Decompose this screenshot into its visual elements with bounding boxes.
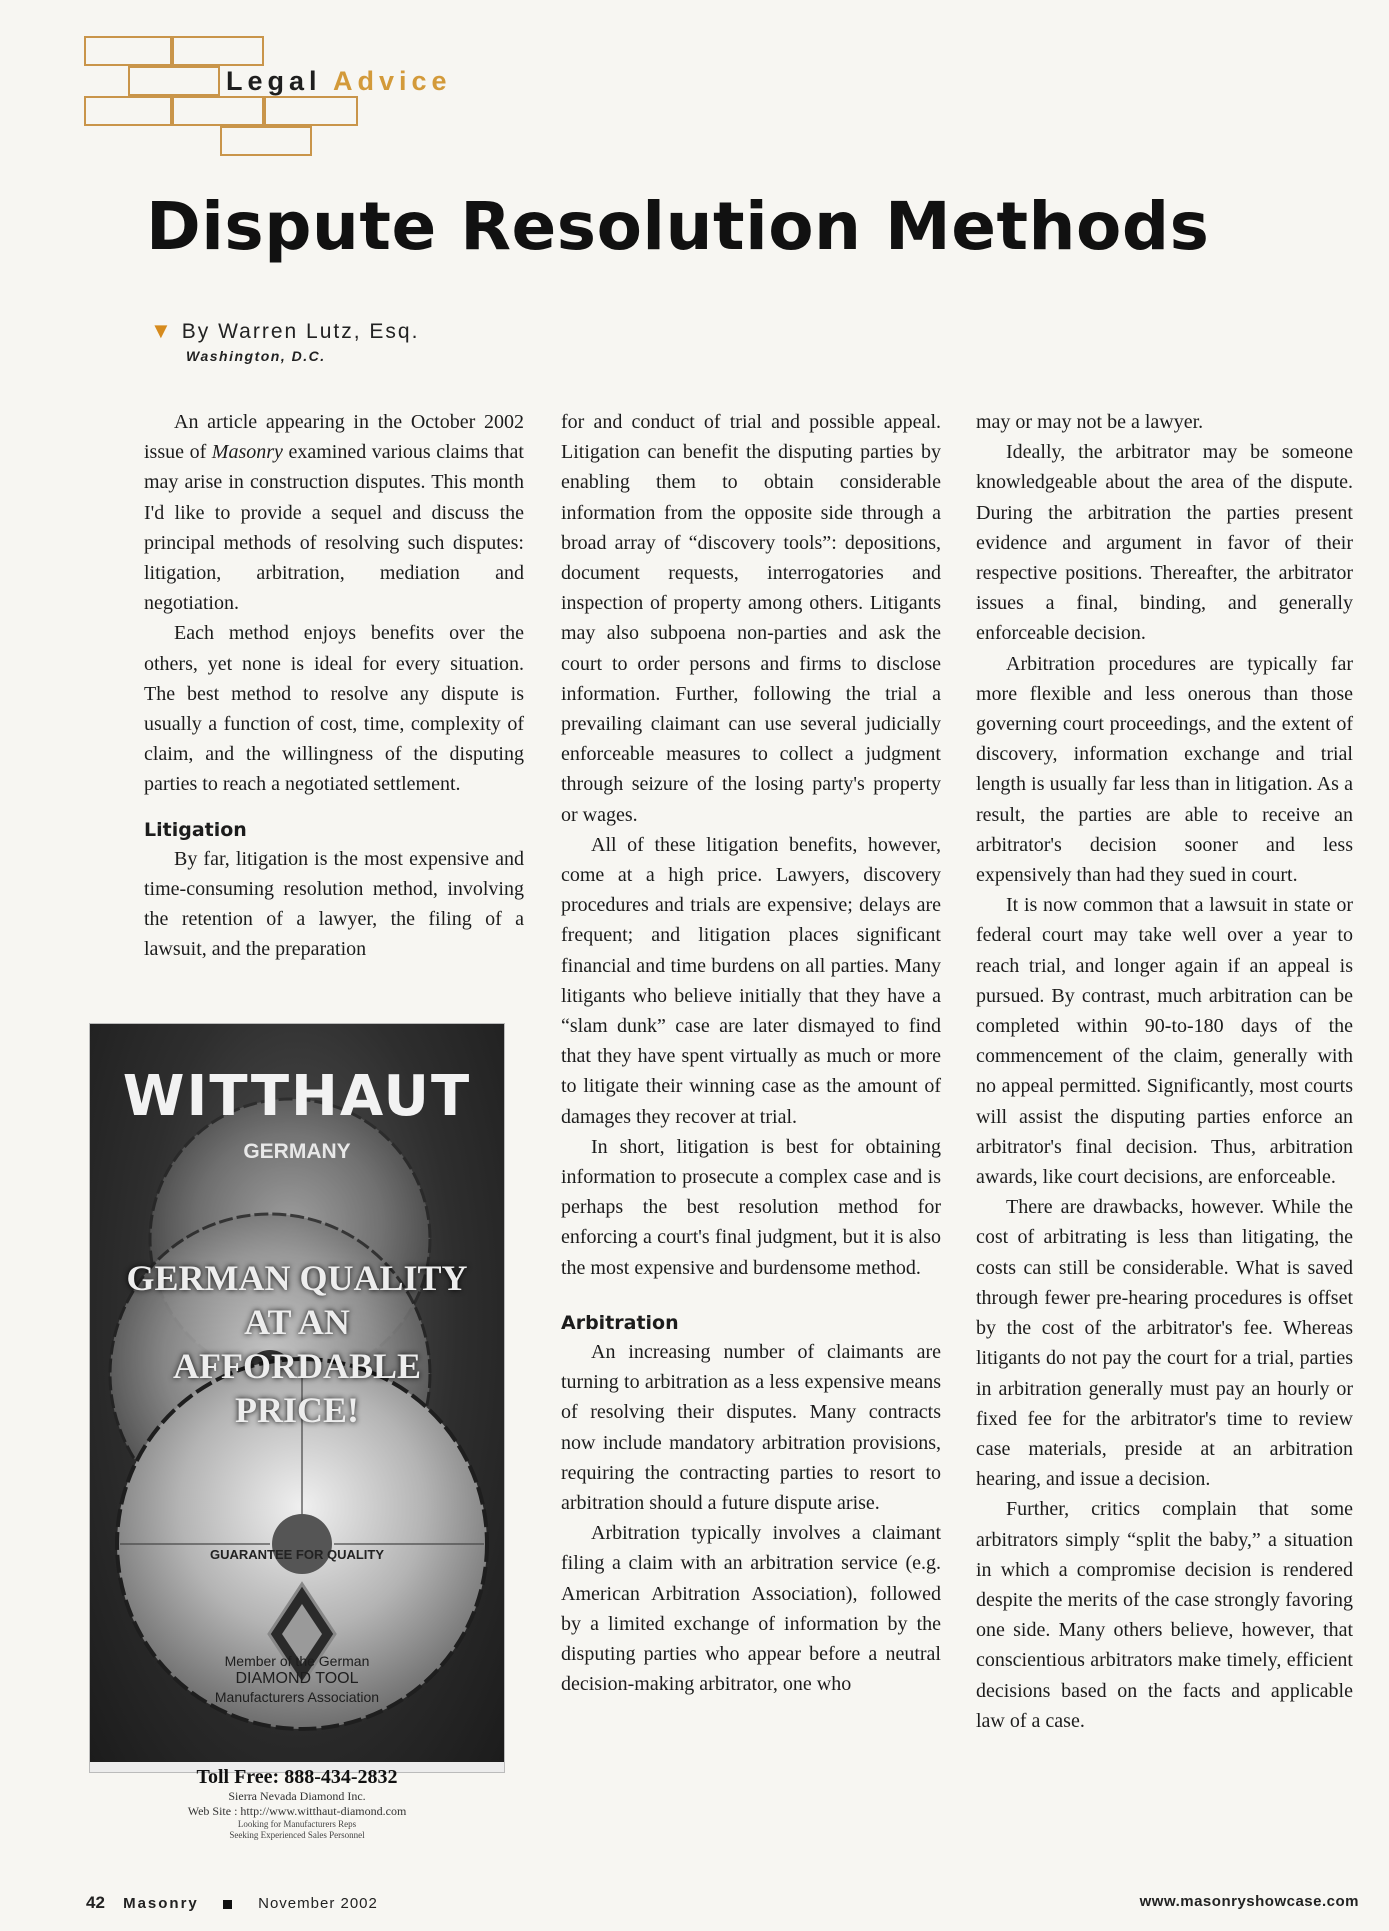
article-column-1: [144, 407, 524, 964]
ad-company: Sierra Nevada Diamond Inc.: [228, 1789, 366, 1803]
byline: [150, 318, 419, 364]
author-name: By Warren Lutz, Esq.: [181, 320, 420, 343]
author-location: Washington, D.C.: [186, 348, 326, 364]
article-title: Dispute Resolution Methods: [146, 188, 1210, 265]
article-column-3: [976, 407, 1353, 1736]
ad-country: GERMANY: [243, 1140, 351, 1163]
article-column-2: [561, 407, 941, 1699]
page-number: 42: [86, 1893, 105, 1912]
paragraph: Further, critics complain that some arbitrators simply “split the baby,” a situation in which a compromise decision is rendered despite the merits of the case strongly favoring one side. Many others believe, however, that conscientious arbitrators make timely, efficient decisions based on the facts and applicable law of a case.: [976, 1498, 1353, 1732]
ad-member-text: Member of the German DIAMOND TOOL Manufacturers Association: [214, 1653, 380, 1705]
magazine-name-italic: Masonry: [211, 441, 283, 464]
brick-logo: [84, 36, 364, 172]
page-footer: [86, 1893, 378, 1913]
triangle-bullet-icon: ▼: [150, 318, 172, 343]
ad-contact-block: [90, 1765, 504, 1841]
paragraph: Arbitration procedures are typically far more flexible and less onerous than those governing court proceedings, and the extent of discovery, information exchange and trial length is usually far less than in litigation. As a result, the parties are able to receive an arbitrator's decision sooner and less expensively than had they sued in court.: [976, 652, 1353, 887]
ad-website: Web Site : http://www.witthaut-diamond.com: [187, 1804, 407, 1818]
ad-seeking: Seeking Experienced Sales Personnel: [229, 1830, 365, 1840]
square-bullet-icon: [223, 1900, 232, 1909]
section-label-legal: Legal: [226, 66, 322, 96]
paragraph: An article appearing in the October 2002 issue of Masonry examined various claims that may arise in construction disputes. This month I'd like to provide a sequel and discuss the principal methods of resolving such disputes: litigation, arbitration, mediation and negotiation.: [144, 411, 524, 615]
paragraph: Each method enjoys benefits over the others, yet none is ideal for every situation. The best method to resolve any dispute is usually a function of cost, time, complexity of claim, and the willingness of the disputing parties to reach a negotiated settlement.: [144, 622, 524, 796]
paragraph: There are drawbacks, however. While the cost of arbitrating is less than litigating, the costs can still be considerable. What is saved through fewer pre-hearing procedures is offset by the cost of the arbitrator's fee. Whereas litigants do not pay the court for a trial, parties in arbitration generally must pay an hourly or fixed fee for the arbitrator's time to review case materials, preside at an arbitration hearing, and issue a decision.: [976, 1196, 1353, 1491]
paragraph: In short, litigation is best for obtaining information to prosecute a complex case and is perhaps the best resolution method for enforcing a court's final judgment, but it is also the most expensive and burdensome method.: [561, 1135, 941, 1279]
ad-toll-free: Toll Free: 888-434-2832: [196, 1766, 398, 1788]
paragraph: may or may not be a lawyer.: [976, 411, 1204, 433]
ad-headline: [90, 1256, 504, 1432]
witthaut-advertisement: [90, 1024, 504, 1840]
section-label-advice: Advice: [333, 66, 452, 96]
saw-blade-artwork: [90, 1024, 504, 1762]
subhead-arbitration: Arbitration: [561, 1311, 679, 1334]
ad-headline-line: PRICE!: [235, 1390, 359, 1430]
issue-date: November 2002: [258, 1895, 378, 1912]
paragraph: By far, litigation is the most expensive and time-consuming resolution method, involving the retention of a lawyer, the filing of a lawsuit, and the preparation: [144, 847, 524, 961]
paragraph: It is now common that a lawsuit in state or federal court may take well over a year to reach trial, and longer again if an appeal is pursued. By contrast, much arbitration can be completed within 90-to-180 days of the commencement of the claim, generally with no appeal permitted. Significantly, most courts will assist the disputing parties enforce an arbitrator's final decision. Thus, arbitration awards, like court decisions, are enforceable.: [976, 894, 1353, 1189]
paragraph: for and conduct of trial and possible appeal. Litigation can benefit the disputing parties by enabling them to obtain considerable information from the opposite side through a broad array of “discovery tools”: depositions, document requests, interrogatories and inspection of property among others. Litigants may also subpoena non-parties and ask the court to order persons and firms to disclose information. Further, following the trial a prevailing claimant can use several judicially enforceable measures to collect a judgment through seizure of the losing party's property or wages.: [561, 411, 941, 826]
paragraph: Arbitration typically involves a claimant filing a claim with an arbitration service (e.g. American Arbitration Association), followed by a limited exchange of information by the disputing parties who appear before a neutral decision-making arbitrator, one who: [561, 1522, 941, 1696]
ad-headline-line: AT AN: [244, 1302, 350, 1342]
paragraph: An increasing number of claimants are turning to arbitration as a less expensive means of resolving their disputes. Many contracts now include mandatory arbitration provisions, requiring the contracting parties to resort to arbitration should a future dispute arise.: [561, 1340, 941, 1514]
ad-headline-line: GERMAN QUALITY: [126, 1258, 468, 1298]
footer-url: www.masonryshowcase.com: [1139, 1893, 1359, 1910]
ad-guarantee-text: GUARANTEE FOR QUALITY: [209, 1547, 385, 1562]
paragraph: Ideally, the arbitrator may be someone knowledgeable about the area of the dispute. During the arbitration the parties present evidence and argument in favor of their respective positions. Thereafter, the arbitrator issues a final, binding, and generally enforceable decision.: [976, 441, 1353, 645]
ad-looking: Looking for Manufacturers Reps: [237, 1819, 357, 1829]
paragraph: All of these litigation benefits, however, come at a high price. Lawyers, discovery procedures and trials are expensive; delays are frequent; and litigation places significant financial and time burdens on all parties. Many litigants who believe initially that they have a “slam dunk” case are later dismayed to find that they have spent virtually as much or more to litigate their winning case as the amount of damages they recover at trial.: [561, 833, 941, 1128]
ad-brand-logo: WITTHAUT: [122, 1064, 472, 1129]
section-label: [226, 66, 452, 97]
ad-headline-line: AFFORDABLE: [172, 1346, 421, 1386]
subhead-litigation: Litigation: [144, 818, 247, 841]
magazine-name: Masonry: [123, 1895, 199, 1912]
